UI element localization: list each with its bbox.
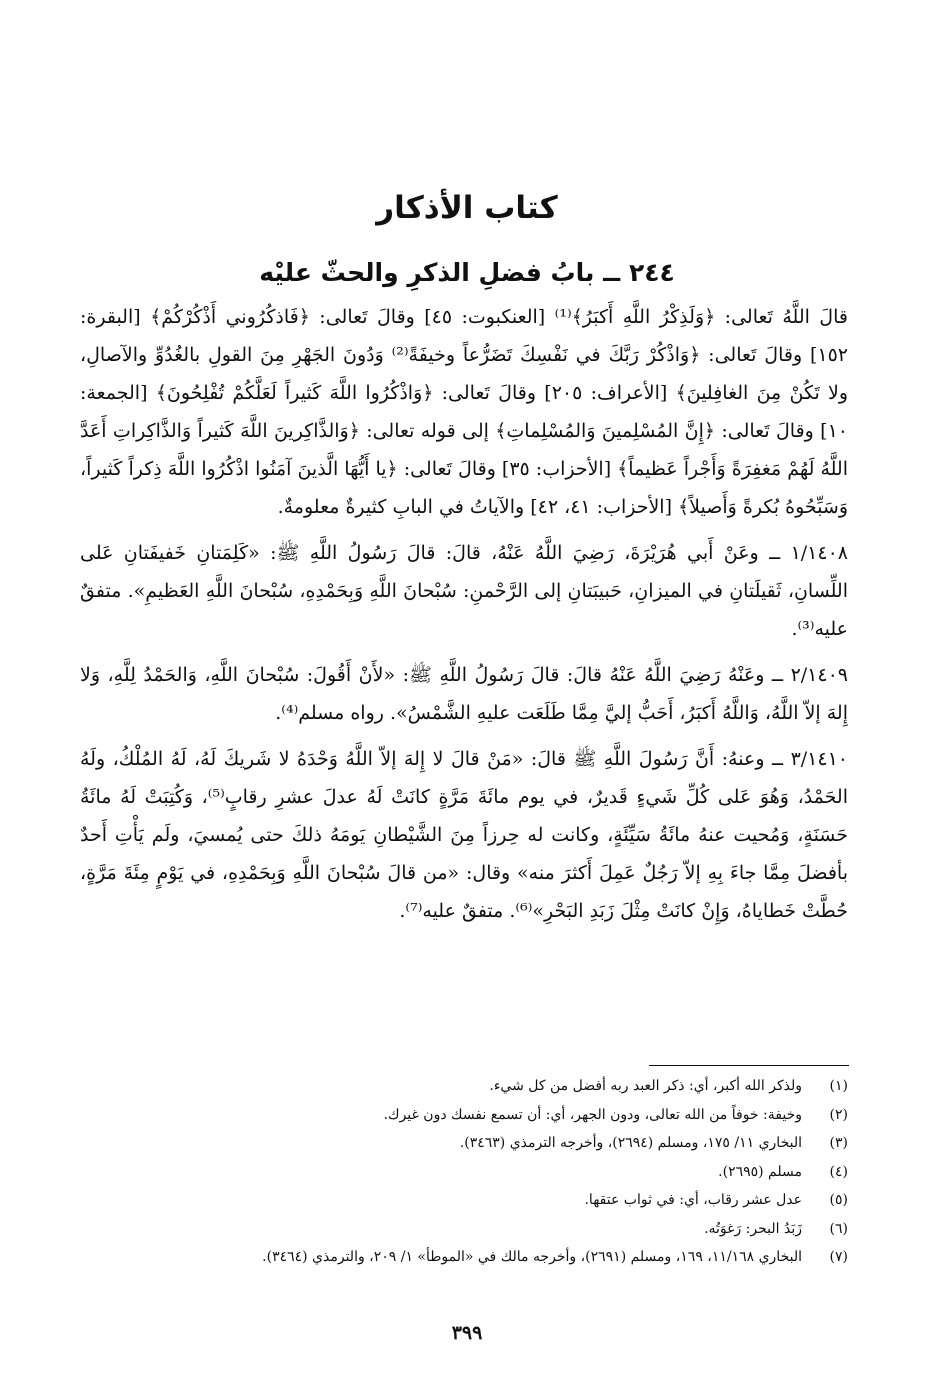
intro-paragraph: قالَ اللَّهُ تَعالى: ﴿وَلَذِكْرُ اللَّهِ أَكبَرُ﴾⁽¹⁾ [العنكبوت: ٤٥] وقالَ تَعالى: ﴿فَاذكُرُوني أَذْكُرْكُمْ﴾ [البقرة: ١٥٢] وقالَ تَعالى: ﴿وَاذْكُرْ رَبَّكَ في نَفْسِكَ تَضَرُّعاً وخيفَةً⁽²⁾ وَدُونَ الجَهْرِ مِنَ القولِ بالغُدُوِّ والآصالِ، ولا تَكُنْ مِنَ الغافِلينَ﴾ [الأعراف: ٢٠٥] وقالَ تَعالى: ﴿وَاذْكُرُوا اللَّهَ كَثيراً لَعَلَّكُمْ تُفْلِحُونَ﴾ [الجمعة: ١٠] وقالَ تَعالى: ﴿إِنَّ المُسْلِمينَ وَالمُسْلِماتِ﴾ إلى قوله تعالى: ﴿وَالذَّاكِرينَ اللَّهَ كَثيراً وَالذَّاكِراتِ أَعَدَّ اللَّهُ لَهُمْ مَغفِرَةً وَأَجْراً عَظيماً﴾ [الأحزاب: ٣٥] وقالَ تَعالى: ﴿يا أَيُّهَا الَّذينَ آمَنُوا اذْكُرُوا اللَّهَ ذِكراً كَثيراً، وَسَبِّحُوهُ بُكرةً وَأَصيلاً﴾ [الأحزاب: ٤١، ٤٢] والآياتُ في البابِ كثيرةٌ معلومةٌ. — [80, 306, 849, 518]
book-title: كتاب الأذكار — [376, 190, 558, 226]
hadith-1409: ٢/١٤٠٩ ــ وعَنْهُ رَضِيَ اللَّهُ عَنْهُ قالَ: قالَ رَسُولُ اللَّهِ ﷺ: «لأَنْ أَقُولَ: سُبْحانَ اللَّهِ، وَالحَمْدُ لِلَّهِ، وَلا إِلهَ إلاّ اللَّهُ، وَاللَّهُ أَكبَرُ، أَحَبُّ إليَّ مِمَّا طَلَعَت عليهِ الشَّمْسُ». رواه مسلم⁽⁴⁾. — [80, 664, 848, 724]
footnote-number: (١) — [829, 1078, 848, 1094]
footnote-divider — [649, 1065, 849, 1066]
footnote — [88, 1101, 848, 1130]
footnote-number: (٧) — [829, 1249, 848, 1265]
footnote-text: وخيفة: خوفاً من الله تعالى، ودون الجهر، أي: أن تسمع نفسك دون غيرك. — [383, 1106, 802, 1123]
footnote-text: زَبَدُ البحر: رَغوَتُه. — [704, 1220, 802, 1237]
footnotes-list — [88, 1072, 848, 1272]
footnote-number: (٤) — [829, 1163, 848, 1180]
footnote-text: البخاري ١١/ ١٧٥، ومسلم (٢٦٩٤)، وأخرجه الترمذي (٣٤٦٣). — [459, 1135, 802, 1151]
footnote-text: عدل عشر رقاب، أي: في ثواب عتقها. — [584, 1192, 802, 1208]
main-text — [80, 298, 848, 930]
footnote-text: مسلم (٢٦٩٥). — [718, 1163, 802, 1180]
footnote — [88, 1129, 848, 1158]
footnote — [88, 1243, 848, 1272]
footnote-text: ولذكر الله أكبر، أي: ذكر العبد ربه أفضل من كل شيء. — [489, 1078, 802, 1094]
footnote-number: (٥) — [829, 1192, 848, 1208]
footnote-number: (٣) — [829, 1135, 848, 1151]
hadith-1410: ٣/١٤١٠ ــ وعنهُ: أَنَّ رَسُولَ اللَّهِ ﷺ قالَ: «مَنْ قالَ لا إِلهَ إلاّ اللَّهُ وَحْدَهُ لا شَريكَ لَهُ، لَهُ المُلْكُ، ولَهُ الحَمْدُ، وَهُوَ عَلى كُلِّ شَيءٍ قَديرٌ، في يوم مائَةَ مَرَّةٍ كانَتْ لَهُ عدلَ عشرِ رقابٍ⁽⁵⁾، وَكُتِبَتْ لَهُ مائَةُ حَسَنَةٍ، وَمُحيت عنهُ مائَةُ سَيِّئَةٍ، وكانت له حِرزاً مِنَ الشَّيْطانِ يَومَهُ ذلكَ حتى يُمسيَ، ولَم يَأْتِ أَحدٌ بأفضلَ مِمَّا جاءَ بِهِ إلاّ رَجُلٌ عَمِلَ أَكثرَ منه» وقال: «من قالَ سُبْحانَ اللَّهِ وَبِحَمْدِهِ، في يَوْمٍ مِئَةَ مَرَّةٍ، حُطَّتْ خَطاياهُ، وَإِنْ كانَتْ مِثْلَ زَبَدِ البَحْرِ»⁽⁶⁾. متفقٌ عليه⁽⁷⁾. — [80, 748, 848, 922]
footnote-text: البخاري ١١/١٦٨، ١٦٩، ومسلم (٢٦٩١)، وأخرجه مالك في «الموطأ» ١/ ٢٠٩، والترمذي (٣٤٦٤). — [262, 1249, 802, 1265]
footnote — [88, 1186, 848, 1215]
footnote — [88, 1215, 848, 1244]
page-number: ٣٩٩ — [451, 1322, 483, 1344]
footnote — [88, 1158, 848, 1187]
hadith-1408: ١/١٤٠٨ ــ وعَنْ أَبي هُرَيْرَةَ، رَضِيَ اللَّهُ عَنْهُ، قالَ: قالَ رَسُولُ اللَّهِ ﷺ: «كَلِمَتانِ خَفيفَتانِ عَلى اللِّسانِ، ثَقيلَتانِ في الميزانِ، حَبيبَتانِ إلى الرَّحْمنِ: سُبْحانَ اللَّهِ وَبِحَمْدِهِ، سُبْحانَ اللَّهِ العَظيمِ». متفقٌ عليه⁽³⁾. — [80, 542, 848, 640]
footnote-number: (٢) — [829, 1106, 848, 1123]
footnote-number: (٦) — [829, 1220, 848, 1237]
chapter-title: ٢٤٤ ــ بابُ فضلِ الذكرِ والحثّ عليْه — [259, 258, 675, 287]
footnote — [88, 1072, 848, 1101]
